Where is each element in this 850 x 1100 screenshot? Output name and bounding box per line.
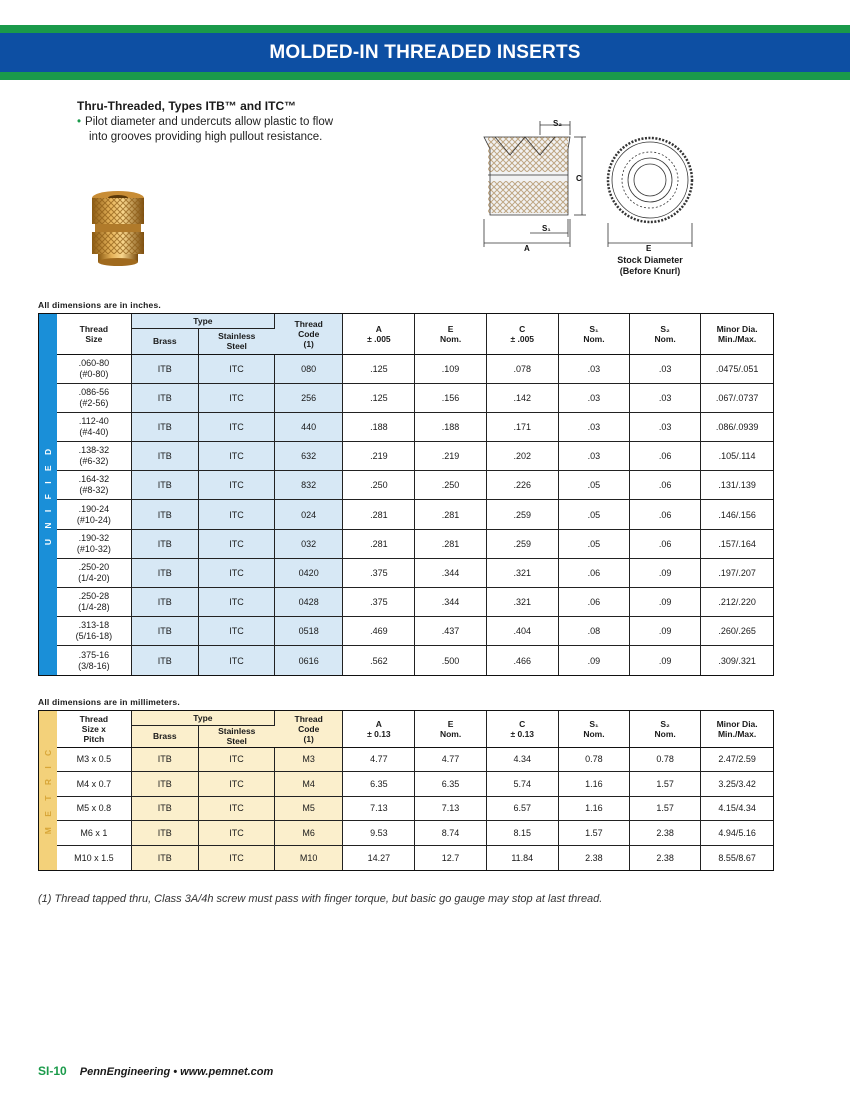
e-cell: 4.77 [415, 747, 486, 772]
thread-size-number: (#4-40) [79, 426, 109, 437]
header-c: C ± 0.13 [486, 711, 558, 747]
header-s1: S₁ Nom. [558, 314, 629, 354]
brass-type-cell: ITB [131, 821, 198, 846]
thread-code-cell: M5 [275, 796, 343, 821]
a-cell: .469 [343, 617, 415, 646]
s2-cell: 2.38 [630, 845, 701, 870]
footer-brand: PennEngineering • www.pemnet.com [79, 1066, 274, 1078]
thread-code-cell: 256 [275, 383, 343, 412]
minor-dia-cell: .197/.207 [701, 558, 773, 587]
page-footer [38, 1064, 273, 1078]
dim-label-s2: S₂ [553, 119, 562, 128]
page-number: SI-10 [38, 1064, 67, 1078]
thread-size-value: .112-40 [78, 415, 109, 426]
e-cell: .344 [415, 558, 486, 587]
bullet-dot-icon: • [77, 116, 82, 128]
minor-dia-cell: .0475/.051 [701, 354, 773, 383]
metric-side-label: M E T R I C [39, 711, 57, 870]
thread-size-cell: M5 x 0.8 [57, 796, 131, 821]
thread-size-cell [57, 354, 131, 383]
e-cell: 8.74 [415, 821, 486, 846]
header-s2: S₂ Nom. [630, 711, 701, 747]
thread-code-cell: 0420 [275, 558, 343, 587]
a-cell: .562 [343, 646, 415, 675]
a-cell: 14.27 [343, 845, 415, 870]
minor-dia-cell: 3.25/3.42 [701, 772, 773, 797]
c-cell: 5.74 [486, 772, 558, 797]
table-row [57, 412, 773, 441]
thread-size-number: (#10-32) [76, 543, 111, 554]
a-cell: .125 [343, 354, 415, 383]
thread-size-cell [57, 383, 131, 412]
e-cell: .219 [415, 442, 486, 471]
brass-type-cell: ITB [131, 747, 198, 772]
thread-size-cell [57, 471, 131, 500]
brass-type-cell: ITB [131, 646, 198, 675]
header-e: E Nom. [415, 314, 486, 354]
c-cell: .259 [486, 500, 558, 529]
minor-dia-cell: .212/.220 [701, 588, 773, 617]
c-cell: .466 [486, 646, 558, 675]
stainless-type-cell: ITC [198, 772, 274, 797]
s2-cell: .06 [630, 500, 701, 529]
a-cell: .125 [343, 383, 415, 412]
c-cell: .142 [486, 383, 558, 412]
page-title: MOLDED-IN THREADED INSERTS [269, 42, 581, 63]
header-a: A ± 0.13 [343, 711, 415, 747]
a-cell: 6.35 [343, 772, 415, 797]
table-row [57, 845, 773, 870]
s2-cell: 1.57 [630, 772, 701, 797]
s1-cell: .09 [558, 646, 629, 675]
minor-dia-cell: .260/.265 [701, 617, 773, 646]
c-cell: 4.34 [486, 747, 558, 772]
s1-cell: .05 [558, 529, 629, 558]
header-e: E Nom. [415, 711, 486, 747]
insert-photo [78, 188, 158, 270]
brass-type-cell: ITB [131, 558, 198, 587]
table-row [57, 471, 773, 500]
stainless-type-cell: ITC [198, 383, 274, 412]
e-cell: 6.35 [415, 772, 486, 797]
dim-label-c: C [576, 174, 582, 183]
brass-type-cell: ITB [131, 471, 198, 500]
unified-table [57, 314, 773, 675]
thread-size-number: (3/8-16) [78, 660, 110, 671]
minor-dia-cell: .131/.139 [701, 471, 773, 500]
thread-code-cell: M6 [275, 821, 343, 846]
thread-code-cell: 080 [275, 354, 343, 383]
thread-size-value: .250-28 [78, 591, 110, 602]
thread-size-cell: M3 x 0.5 [57, 747, 131, 772]
a-cell: .281 [343, 500, 415, 529]
thread-size-cell: M4 x 0.7 [57, 772, 131, 797]
stainless-type-cell: ITC [198, 442, 274, 471]
stainless-type-cell: ITC [198, 588, 274, 617]
e-cell: 12.7 [415, 845, 486, 870]
thread-size-cell: M10 x 1.5 [57, 845, 131, 870]
minor-dia-cell: .067/.0737 [701, 383, 773, 412]
thread-size-cell [57, 646, 131, 675]
thread-size-value: .086-56 [78, 386, 110, 397]
unified-units-note: All dimensions are in inches. [38, 300, 161, 310]
s1-cell: 2.38 [558, 845, 629, 870]
header-thread-size: Thread Size [57, 314, 131, 354]
thread-size-number: (1/4-28) [78, 602, 110, 613]
s1-cell: .03 [558, 442, 629, 471]
thread-code-cell: 0428 [275, 588, 343, 617]
header-bottom-stripe [0, 72, 850, 80]
brass-type-cell: ITB [131, 588, 198, 617]
s2-cell: 1.57 [630, 796, 701, 821]
c-cell: .404 [486, 617, 558, 646]
dim-label-a: A [524, 244, 530, 253]
thread-code-cell: 0616 [275, 646, 343, 675]
e-cell: .344 [415, 588, 486, 617]
dim-label-s1: S₁ [542, 224, 551, 233]
brass-type-cell: ITB [131, 383, 198, 412]
c-cell: 8.15 [486, 821, 558, 846]
thread-size-cell [57, 588, 131, 617]
s2-cell: .06 [630, 471, 701, 500]
e-cell: .109 [415, 354, 486, 383]
header-minor-dia: Minor Dia. Min./Max. [701, 711, 773, 747]
s1-cell: .05 [558, 500, 629, 529]
minor-dia-cell: 4.15/4.34 [701, 796, 773, 821]
stainless-type-cell: ITC [198, 529, 274, 558]
thread-size-value: .164-32 [78, 474, 110, 485]
thread-code-cell: 0518 [275, 617, 343, 646]
c-cell: .226 [486, 471, 558, 500]
s2-cell: .09 [630, 646, 701, 675]
thread-code-cell: 024 [275, 500, 343, 529]
minor-dia-cell: 4.94/5.16 [701, 821, 773, 846]
header-type: Type [131, 711, 274, 725]
thread-size-number: (#8-32) [79, 485, 109, 496]
stainless-type-cell: ITC [198, 471, 274, 500]
minor-dia-cell: .146/.156 [701, 500, 773, 529]
table-row [57, 617, 773, 646]
header-c: C ± .005 [486, 314, 558, 354]
thread-size-value: .375-16 [78, 649, 110, 660]
a-cell: .219 [343, 442, 415, 471]
header-type: Type [131, 314, 274, 328]
thread-size-number: (1/4-20) [78, 572, 110, 583]
thread-size-cell [57, 558, 131, 587]
thread-size-cell [57, 500, 131, 529]
section-subhead: Thru-Threaded, Types ITB™ and ITC™ [77, 99, 297, 113]
s2-cell: .06 [630, 442, 701, 471]
unified-side-label: U N I F I E D [39, 314, 57, 675]
stainless-type-cell: ITC [198, 558, 274, 587]
s2-cell: .09 [630, 617, 701, 646]
table-row [57, 747, 773, 772]
minor-dia-cell: .105/.114 [701, 442, 773, 471]
stainless-type-cell: ITC [198, 821, 274, 846]
e-cell: .500 [415, 646, 486, 675]
c-cell: .078 [486, 354, 558, 383]
table-row [57, 796, 773, 821]
c-cell: .202 [486, 442, 558, 471]
thread-size-number: (#6-32) [79, 456, 109, 467]
thread-size-cell [57, 442, 131, 471]
a-cell: .250 [343, 471, 415, 500]
header-s1: S₁ Nom. [558, 711, 629, 747]
stock-caption-line2: (Before Knurl) [619, 266, 681, 276]
e-cell: .250 [415, 471, 486, 500]
minor-dia-cell: .157/.164 [701, 529, 773, 558]
table-row [57, 354, 773, 383]
s1-cell: .03 [558, 412, 629, 441]
thread-size-number: (#2-56) [79, 397, 109, 408]
stainless-type-cell: ITC [198, 845, 274, 870]
s2-cell: .06 [630, 529, 701, 558]
brass-type-cell: ITB [131, 354, 198, 383]
table-row [57, 646, 773, 675]
stainless-type-cell: ITC [198, 796, 274, 821]
s2-cell: 0.78 [630, 747, 701, 772]
minor-dia-cell: 8.55/8.67 [718, 852, 756, 863]
minor-dia-cell: .309/.321 [718, 655, 756, 666]
thread-size-cell [57, 617, 131, 646]
s1-cell: .03 [558, 354, 629, 383]
header-thread-code: Thread Code (1) [275, 314, 343, 354]
thread-code-cell: 632 [275, 442, 343, 471]
a-cell: 4.77 [343, 747, 415, 772]
e-cell: .188 [415, 412, 486, 441]
thread-size-cell: M6 x 1 [57, 821, 131, 846]
c-cell: .321 [486, 558, 558, 587]
a-cell: .375 [343, 558, 415, 587]
header-s2: S₂ Nom. [630, 314, 701, 354]
e-cell: .437 [415, 617, 486, 646]
metric-units-note: All dimensions are in millimeters. [38, 697, 180, 707]
footnote: (1) Thread tapped thru, Class 3A/4h screw must pass with finger torque, but basic go gauge may stop at last thread. [38, 893, 603, 905]
table-row [57, 383, 773, 412]
thread-code-cell: 032 [275, 529, 343, 558]
table-row [57, 558, 773, 587]
stainless-type-cell: ITC [198, 500, 274, 529]
s1-cell: .03 [558, 383, 629, 412]
s2-cell: 2.38 [630, 821, 701, 846]
dim-label-e: E [646, 244, 652, 253]
a-cell: 9.53 [343, 821, 415, 846]
minor-dia-cell: .086/.0939 [701, 412, 773, 441]
header-stainless: Stainless Steel [198, 328, 274, 354]
s1-cell: .08 [558, 617, 629, 646]
brass-type-cell: ITB [131, 772, 198, 797]
dimension-drawing [470, 115, 720, 255]
s1-cell: 1.16 [558, 772, 629, 797]
stock-diameter-caption [600, 255, 700, 277]
thread-size-value: .060-80 [78, 357, 110, 368]
header-thread-size-pitch: Thread Size x Pitch [57, 711, 131, 747]
brass-type-cell: ITB [131, 500, 198, 529]
a-cell: .375 [343, 588, 415, 617]
bullet-text-line2: into grooves providing high pullout resistance. [89, 131, 323, 143]
table-row [57, 821, 773, 846]
header-top-stripe [0, 25, 850, 33]
s2-cell: .03 [630, 383, 701, 412]
s1-cell: .05 [558, 471, 629, 500]
thread-size-value: .250-20 [78, 561, 110, 572]
thread-size-cell [57, 529, 131, 558]
unified-table-frame [38, 313, 774, 676]
table-row [57, 442, 773, 471]
table-row [57, 500, 773, 529]
s2-cell: .09 [630, 558, 701, 587]
stainless-type-cell: ITC [198, 617, 274, 646]
e-cell: .281 [415, 529, 486, 558]
thread-code-cell: M4 [275, 772, 343, 797]
s1-cell: 1.16 [558, 796, 629, 821]
bullet-text-line1: Pilot diameter and undercuts allow plastic to flow [85, 116, 334, 128]
header-stainless: Stainless Steel [198, 725, 274, 747]
thread-code-cell: 832 [275, 471, 343, 500]
c-cell: 6.57 [486, 796, 558, 821]
s1-cell: .06 [558, 588, 629, 617]
table-row [57, 772, 773, 797]
thread-code-cell: M10 [275, 845, 343, 870]
thread-size-value: .138-32 [78, 445, 110, 456]
s1-cell: 0.78 [558, 747, 629, 772]
thread-code-cell: 440 [275, 412, 343, 441]
header-brass: Brass [131, 725, 198, 747]
c-cell: .321 [486, 588, 558, 617]
thread-size-value: .313-18 [78, 620, 110, 631]
stock-caption-line1: Stock Diameter [617, 255, 683, 265]
e-cell: .281 [415, 500, 486, 529]
brass-type-cell: ITB [131, 529, 198, 558]
thread-size-number: (5/16-18) [75, 631, 113, 642]
brass-type-cell: ITB [131, 845, 198, 870]
s1-cell: 1.57 [558, 821, 629, 846]
c-cell: .171 [486, 412, 558, 441]
thread-size-value: .190-24 [78, 503, 110, 514]
s1-cell: .06 [558, 558, 629, 587]
thread-size-number: (#10-24) [76, 514, 111, 525]
table-row [57, 529, 773, 558]
c-cell: .259 [486, 529, 558, 558]
metric-table-frame [38, 710, 774, 871]
s2-cell: .03 [630, 354, 701, 383]
a-cell: .281 [343, 529, 415, 558]
stainless-type-cell: ITC [198, 354, 274, 383]
brass-type-cell: ITB [131, 617, 198, 646]
e-cell: .156 [415, 383, 486, 412]
stainless-type-cell: ITC [198, 747, 274, 772]
a-cell: 7.13 [343, 796, 415, 821]
header-a: A ± .005 [343, 314, 415, 354]
metric-table [57, 711, 773, 870]
stainless-type-cell: ITC [198, 646, 274, 675]
e-cell: 7.13 [415, 796, 486, 821]
c-cell: 11.84 [486, 845, 558, 870]
minor-dia-cell: 2.47/2.59 [701, 747, 773, 772]
thread-code-cell: M3 [275, 747, 343, 772]
table-row [57, 588, 773, 617]
s2-cell: .09 [630, 588, 701, 617]
stainless-type-cell: ITC [198, 412, 274, 441]
brass-type-cell: ITB [131, 442, 198, 471]
header-brass: Brass [131, 328, 198, 354]
thread-size-number: (#0-80) [79, 368, 109, 379]
header-minor-dia: Minor Dia. Min./Max. [701, 314, 773, 354]
brass-type-cell: ITB [131, 796, 198, 821]
feature-bullet [77, 115, 397, 145]
thread-size-cell [57, 412, 131, 441]
brass-type-cell: ITB [131, 412, 198, 441]
s2-cell: .03 [630, 412, 701, 441]
a-cell: .188 [343, 412, 415, 441]
thread-size-value: .190-32 [78, 532, 110, 543]
header-thread-code: Thread Code (1) [275, 711, 343, 747]
